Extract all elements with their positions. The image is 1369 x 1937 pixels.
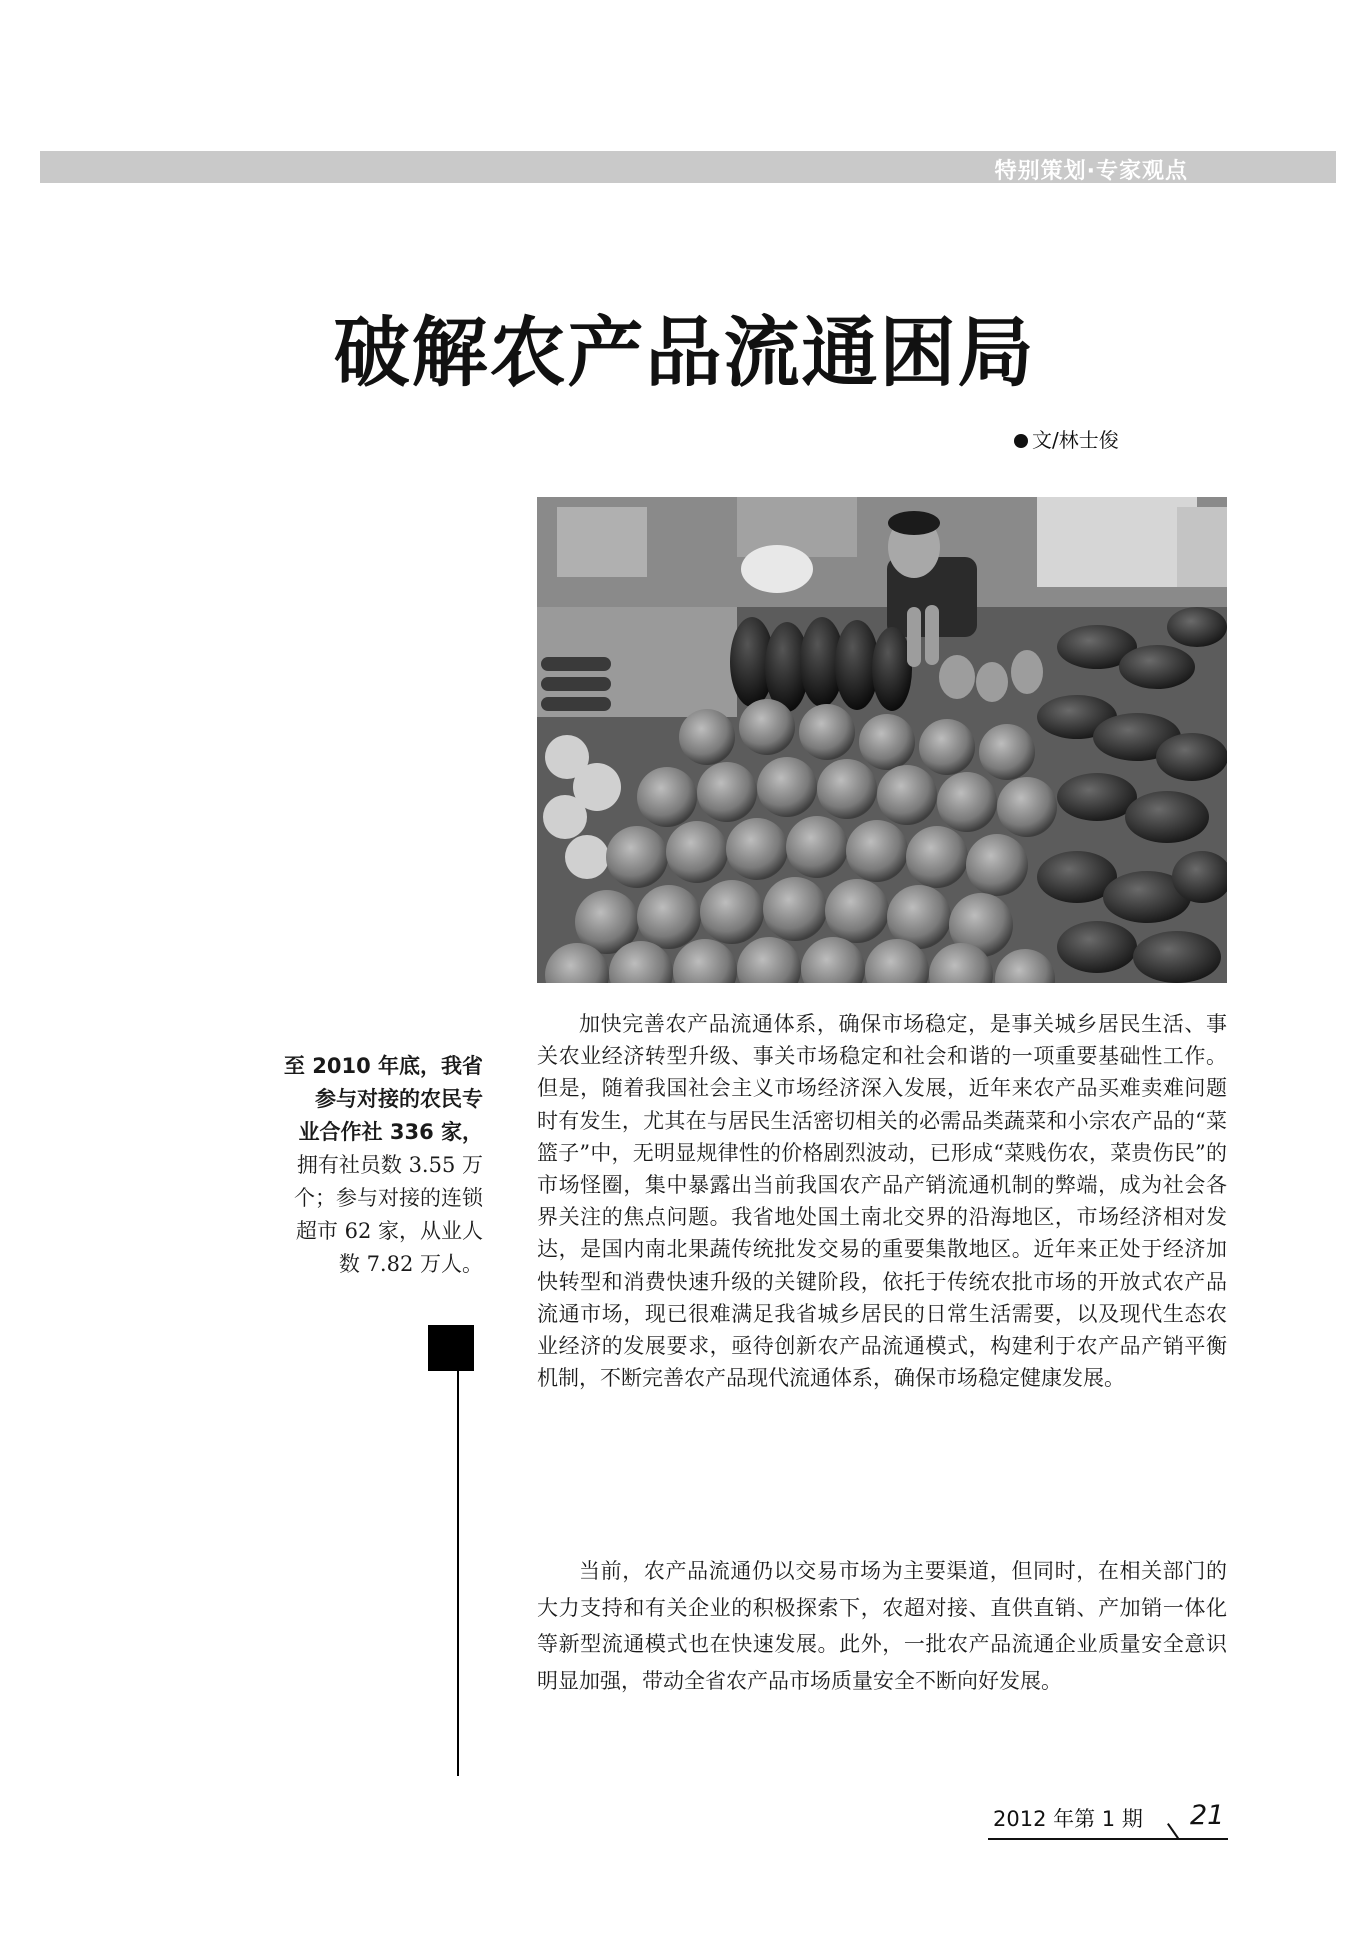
vegetable-market-photo <box>537 497 1227 983</box>
bullet-icon <box>1014 434 1028 448</box>
body-paragraph-1 <box>537 1008 1227 1394</box>
footer-tick <box>1167 1823 1179 1839</box>
pullquote-line: 数 7.82 万人。 <box>338 1252 483 1276</box>
author: 文/林士俊 <box>1032 428 1119 452</box>
section-label: 特别策划·专家观点 <box>994 159 1188 184</box>
footer-rule <box>988 1838 1228 1840</box>
pullquote-line: 拥有社员数 3.55 万 <box>296 1153 483 1177</box>
pullquote-line: 个；参与对接的连锁 <box>294 1186 483 1210</box>
page-number: 21 <box>1190 1800 1225 1831</box>
article-title: 破解农产品流通困局 <box>333 308 1036 397</box>
pullquote-line: 业合作社 336 家， <box>298 1120 483 1144</box>
pull-quote <box>255 1050 483 1281</box>
section-header-bar <box>40 151 1336 183</box>
decorative-square <box>428 1325 474 1371</box>
body-paragraph-2 <box>537 1553 1227 1699</box>
byline <box>1014 424 1119 453</box>
pullquote-line: 超市 62 家，从业人 <box>295 1219 483 1243</box>
paragraph-text: 当前，农产品流通仍以交易市场为主要渠道，但同时，在相关部门的大力支持和有关企业的积极探索下，农超对接、直供直销、产加销一体化等新型流通模式也在快速发展。此外，一批农产品流通企业质量安全意识明显加强，带动全省农产品市场质量安全不断向好发展。 <box>537 1559 1227 1693</box>
decorative-line <box>457 1371 459 1776</box>
issue-label: 2012 年第 1 期 <box>993 1807 1143 1831</box>
photo-illustration <box>537 497 1227 983</box>
pullquote-line: 至 2010 年底，我省 <box>283 1054 483 1078</box>
paragraph-text: 加快完善农产品流通体系，确保市场稳定，是事关城乡居民生活、事关农业经济转型升级、事关市场稳定和社会和谐的一项重要基础性工作。但是，随着我国社会主义市场经济深入发展，近年来农产品买难卖难问题时有发生，尤其在与居民生活密切相关的必需品类蔬菜和小宗农产品的“菜篮子”中，无明显规律性的价格剧烈波动，已形成“菜贱伤农，菜贵伤民”的市场怪圈，集中暴露出当前我国农产品产销流通机制的弊端，成为社会各界关注的焦点问题。我省地处国土南北交界的沿海地区，市场经济相对发达，是国内南北果蔬传统批发交易的重要集散地区。近年来正处于经济加快转型和消费快速升级的关键阶段，依托于传统农批市场的开放式农产品流通市场，现已很难满足我省城乡居民的日常生活需要，以及现代生态农业经济的发展要求，亟待创新农产品流通模式，构建利于农产品产销平衡机制，不断完善农产品现代流通体系，确保市场稳定健康发展。 <box>537 1012 1227 1391</box>
pullquote-line: 参与对接的农民专 <box>315 1087 483 1111</box>
